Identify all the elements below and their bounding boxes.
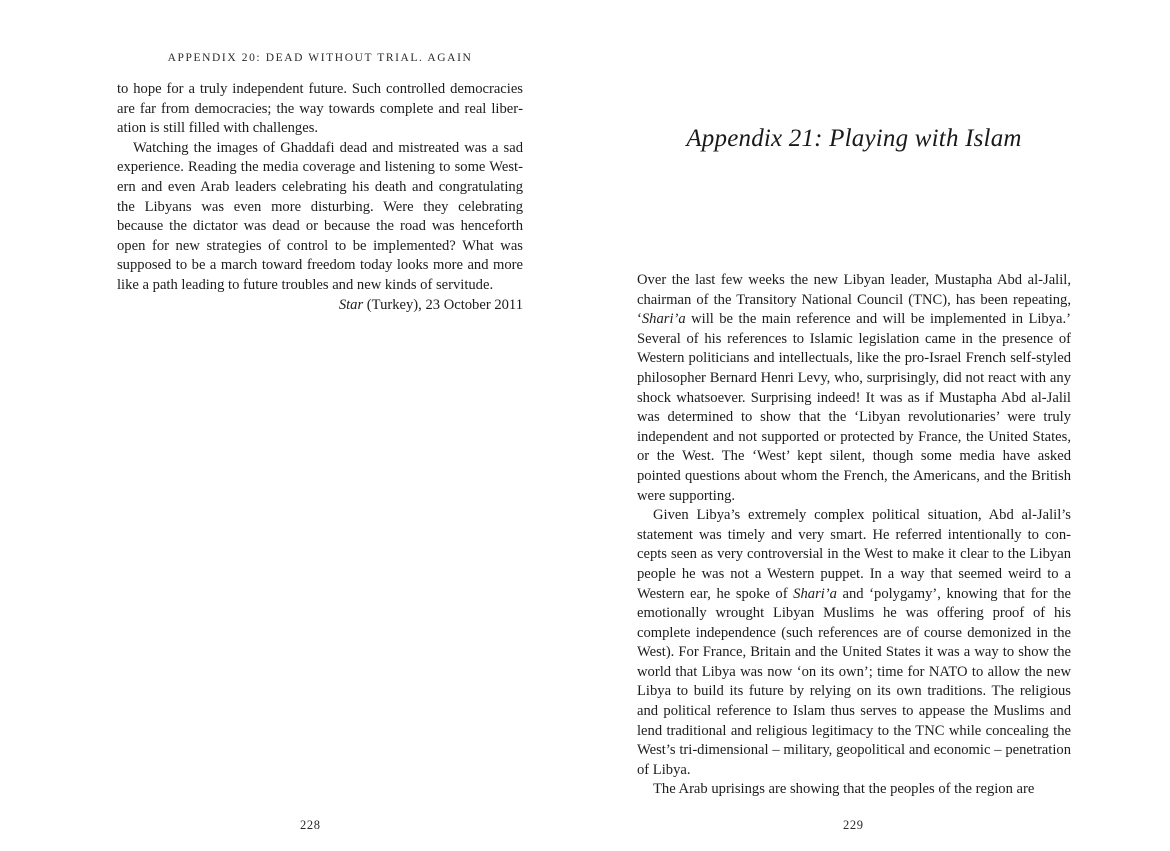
running-head: APPENDIX 20: DEAD WITHOUT TRIAL. AGAIN (167, 52, 473, 64)
left-page-body (117, 80, 523, 315)
paragraph (637, 271, 1071, 506)
source-details: (Turkey), 23 October 2011 (363, 296, 523, 313)
paragraph (637, 506, 1071, 780)
italic-term: Shari’a (641, 311, 686, 328)
paragraph: Watching the images of Ghaddafi dead and mistreated was a sad experience. Reading the media coverage and listening to some Western and even Arab leaders celebrating his death and congratulating the Libyans was even more disturbing. Were they celebrating because the dictator was dead or because the road was henceforth open for new strategies of control to be implemented? What was supposed to be a march toward freedom today looks more and more like a path leading to future troubles and new kinds of servitude. (117, 139, 523, 293)
page-number: 229 (843, 818, 864, 832)
text-run: Over the last few weeks the new Libyan leader, Mustapha Abd al-Jalil, chairman of the Transitory National Council (TNC), has been repeating, ‘ (637, 272, 1071, 328)
text-run: will be the main reference and will be implemented in Libya.’ Several of his references to Islamic legislation came in the presence of Western politicians and intellectuals, like the pro-Israel French self-styled philosopher Bernard Henri Levy, who, surprisingly, did not react with any shock whatsoever. Surprising indeed! It was as if Mustapha Abd al-Jalil was determined to show that the ‘Libyan revolutionaries’ were truly independent and not supported or protected by France, the United States, or the West. The ‘West’ kept silent, though some media have asked pointed questions about whom the French, the Americans, and the British were supporting. (637, 311, 1071, 504)
paragraph-continuation: to hope for a truly independent future. Such controlled democracies are far from democracies; the way towards complete and real liberation is still filled with challenges. (117, 81, 523, 137)
italic-term: Shari’a (793, 585, 837, 602)
source-name: Star (338, 296, 364, 313)
chapter-title: Appendix 21: Playing with Islam (686, 125, 1022, 152)
page-number: 228 (300, 818, 321, 832)
text-run: and ‘polygamy’, knowing that for the emotionally wrought Libyan Muslims he was offering proof of his complete independence (such references are of course demonized in the West). For France, Britain and the United States it was a way to show the world that Libya was now ‘on its own’; time for NATO to allow the new Libya to build its future by relying on its own traditions. The religious and political reference to Islam thus serves to appease the Muslims and lend traditional and religious legitimacy to the TNC while concealing the West’s tri-dimensional – military, geopolitical and economic – penetration of Libya. (637, 585, 1071, 778)
right-page-body (637, 271, 1071, 800)
source-citation (117, 296, 523, 316)
paragraph: The Arab uprisings are showing that the peoples of the region are (653, 781, 1035, 798)
text-run: Given Libya’s extremely complex political situation, Abd al-Jalil’s statement was timely and very smart. He referred intentionally to concepts seen as very controversial in the West to make it clear to the Libyan people he was not a Western puppet. In a way that seemed weird to a Western ear, he spoke of (637, 507, 1071, 602)
